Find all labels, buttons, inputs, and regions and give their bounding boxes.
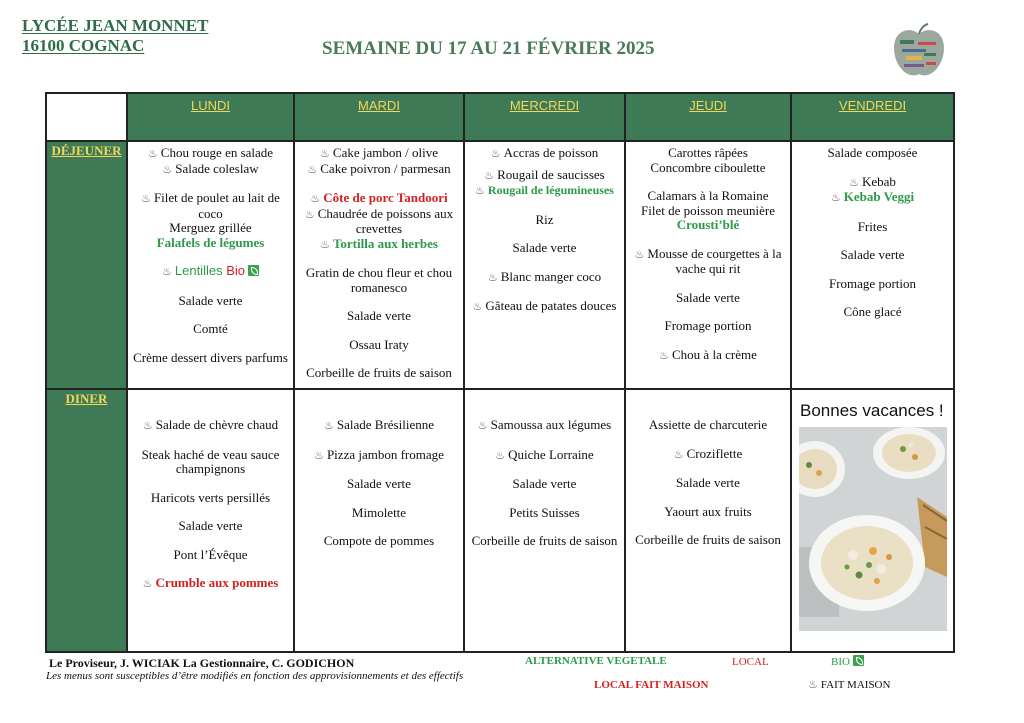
menu-item: Salade verte xyxy=(512,476,577,491)
chef-hat-icon: ♨ xyxy=(472,300,483,313)
menu-item-bio: ♨ Lentilles Bio xyxy=(131,264,290,280)
menu-item: Haricots verts persillés xyxy=(150,489,271,505)
menu-item: ♨ Blanc manger coco xyxy=(487,268,602,284)
menu-item: Steak haché de veau sauce champignons xyxy=(141,446,280,476)
dinner-lundi xyxy=(127,389,294,652)
holiday-message: Bonnes vacances ! xyxy=(800,401,944,420)
table-corner xyxy=(46,93,127,141)
menu-item: Merguez grillée xyxy=(169,220,252,235)
menu-item: Assiette de charcuterie xyxy=(648,417,768,432)
lunch-vendredi xyxy=(791,141,954,389)
chef-hat-icon: ♨ xyxy=(307,162,318,176)
menu-item: Concombre ciboulette xyxy=(650,159,766,175)
menu-item: ♨ Rougail de saucisses xyxy=(484,166,605,182)
menu-item: Salade verte xyxy=(178,518,243,533)
menu-item: Salade verte xyxy=(512,240,577,255)
chef-hat-icon: ♨ xyxy=(320,147,330,160)
bio-leaf-icon xyxy=(853,655,864,666)
menu-item: Fromage portion xyxy=(664,318,752,333)
menu-item: ♨ Filet de poulet au lait de coco xyxy=(141,190,280,221)
menu-item: ♨ Chou à la crème xyxy=(659,346,757,362)
chef-hat-icon: ♨ xyxy=(324,419,334,432)
day-header-mercredi: MERCREDI xyxy=(464,93,625,141)
menu-item: Carottes râpées xyxy=(668,145,748,160)
menu-item: Calamars à la Romaine xyxy=(647,188,769,203)
menu-item-veg: Crousti’blé xyxy=(676,217,740,232)
menu-item: Salade verte xyxy=(178,292,243,308)
legend-fait-maison: ♨ FAIT MAISON xyxy=(808,678,891,691)
menu-item: Corbeille de fruits de saison xyxy=(635,532,781,547)
chef-hat-icon: ♨ xyxy=(490,147,501,160)
menu-item: ♨ Pizza jambon fromage xyxy=(314,446,444,462)
bio-leaf-icon xyxy=(248,265,259,276)
menu-item: Salade verte xyxy=(676,289,740,305)
menu-item-veg: ♨ Kebab Veggi xyxy=(830,189,915,204)
menu-item: Salade verte xyxy=(840,247,905,262)
menu-item: Filet de poisson meunière xyxy=(641,202,775,218)
menu-item: ♨ Samoussa aux légumes xyxy=(477,417,612,432)
legend-alt-veg: ALTERNATIVE VEGETALE xyxy=(525,655,667,667)
menu-item: Mimolette xyxy=(351,504,407,520)
chef-hat-icon: ♨ xyxy=(659,348,670,362)
chef-hat-icon: ♨ xyxy=(477,419,488,432)
menu-item: Fromage portion xyxy=(828,275,916,291)
chef-hat-icon: ♨ xyxy=(849,175,859,189)
dinner-mardi xyxy=(294,389,464,652)
legend-local-fait-maison: LOCAL FAIT MAISON xyxy=(594,679,709,691)
menu-item: ♨ Quiche Lorraine xyxy=(495,446,594,462)
chef-hat-icon: ♨ xyxy=(634,247,645,261)
menu-item: ♨ Salade coleslaw xyxy=(162,160,259,176)
chef-hat-icon: ♨ xyxy=(484,168,495,182)
legend-bio: BIO xyxy=(831,655,864,668)
menu-item: Comté xyxy=(193,321,228,336)
menu-item: ♨ Mousse de courgettes à la vache qui rit xyxy=(634,245,782,276)
chef-hat-icon: ♨ xyxy=(475,184,485,197)
menu-item-local: ♨ Côte de porc Tandoori xyxy=(310,190,448,205)
lunch-mardi xyxy=(294,141,464,389)
chef-hat-icon: ♨ xyxy=(162,265,172,278)
school-city: 16100 COGNAC xyxy=(22,36,145,55)
chef-hat-icon: ♨ xyxy=(830,191,841,204)
menu-item: Frites xyxy=(857,218,888,234)
chef-hat-icon: ♨ xyxy=(673,447,684,461)
legend-local: LOCAL xyxy=(732,656,769,668)
chef-hat-icon: ♨ xyxy=(495,448,506,462)
menu-item: Corbeille de fruits de saison xyxy=(471,533,618,548)
day-header-mardi: MARDI xyxy=(294,93,464,141)
lunch-jeudi xyxy=(625,141,791,389)
chef-hat-icon: ♨ xyxy=(320,237,330,251)
chef-hat-icon: ♨ xyxy=(314,448,324,462)
chef-hat-icon: ♨ xyxy=(808,678,818,691)
chef-hat-icon: ♨ xyxy=(310,192,321,205)
signature: Le Proviseur, J. WICIAK La Gestionnaire, C. GODICHON xyxy=(49,656,355,670)
menu-item: Yaourt aux fruits xyxy=(664,503,752,519)
lunch-mercredi xyxy=(464,141,625,389)
menu-item-veg: ♨ Tortilla aux herbes xyxy=(320,235,438,251)
menu-item: Cône glacé xyxy=(843,304,902,319)
chef-hat-icon: ♨ xyxy=(147,147,158,160)
dinner-vendredi xyxy=(791,389,954,652)
menu-item: Salade verte xyxy=(347,476,411,491)
day-header-jeudi: JEUDI xyxy=(625,93,791,141)
lunch-lundi xyxy=(127,141,294,389)
menu-item: Compote de pommes xyxy=(323,533,435,548)
weekly-menu-table xyxy=(45,92,955,653)
day-header-lundi: LUNDI xyxy=(127,93,294,141)
week-title: SEMAINE DU 17 AU 21 FÉVRIER 2025 xyxy=(322,38,655,59)
menu-item: Salade composée xyxy=(827,145,918,160)
menu-item: Gratin de chou fleur et chou romanesco xyxy=(305,265,453,295)
school-logo xyxy=(890,22,948,82)
menu-item: Ossau Iraty xyxy=(349,336,409,352)
chef-hat-icon: ♨ xyxy=(141,192,151,205)
menu-item: ♨ Cake jambon / olive xyxy=(320,145,438,160)
menu-item-veg: Falafels de légumes xyxy=(156,234,265,250)
menu-item: Salade verte xyxy=(676,475,740,490)
menu-item: Salade verte xyxy=(347,308,411,323)
menu-item: ♨ Chou rouge en salade xyxy=(147,145,274,160)
soup-photo xyxy=(799,427,947,631)
menu-item-veg: ♨ Rougail de légumineuses xyxy=(475,183,614,197)
dinner-mercredi xyxy=(464,389,625,652)
disclaimer-note: Les menus sont susceptibles d’être modifiés en fonction des approvisionnements et des effectifs xyxy=(46,670,464,682)
school-header xyxy=(22,16,208,56)
menu-item: ♨ Accras de poisson xyxy=(490,145,599,160)
menu-item: Riz xyxy=(535,211,554,227)
menu-item: ♨ Cake poivron / parmesan xyxy=(307,160,451,176)
chef-hat-icon: ♨ xyxy=(162,162,173,176)
menu-item: ♨ Chaudrée de poissons aux crevettes xyxy=(304,205,454,236)
menu-item-local: ♨ Crumble aux pommes xyxy=(142,575,279,590)
menu-item: ♨ Kebab xyxy=(849,173,896,189)
menu-item: Pont l’Évêque xyxy=(173,546,248,562)
meal-label-lunch: DÉJEUNER xyxy=(46,141,127,389)
menu-item: ♨ Gâteau de patates douces xyxy=(472,298,617,313)
menu-item: Corbeille de fruits de saison xyxy=(306,365,452,380)
menu-item: ♨ Croziflette xyxy=(673,445,743,461)
menu-item: Crème dessert divers parfums xyxy=(133,349,288,365)
chef-hat-icon: ♨ xyxy=(487,270,498,284)
menu-item: Petits Suisses xyxy=(509,504,580,520)
chef-hat-icon: ♨ xyxy=(142,419,153,432)
menu-item: ♨ Salade de chèvre chaud xyxy=(142,417,279,432)
day-header-vendredi: VENDREDI xyxy=(791,93,954,141)
dinner-jeudi xyxy=(625,389,791,652)
chef-hat-icon: ♨ xyxy=(304,207,315,221)
meal-label-dinner: DINER xyxy=(46,389,127,652)
menu-item: ♨ Salade Brésilienne xyxy=(324,417,434,432)
chef-hat-icon: ♨ xyxy=(142,577,153,590)
school-name: LYCÉE JEAN MONNET xyxy=(22,16,209,35)
